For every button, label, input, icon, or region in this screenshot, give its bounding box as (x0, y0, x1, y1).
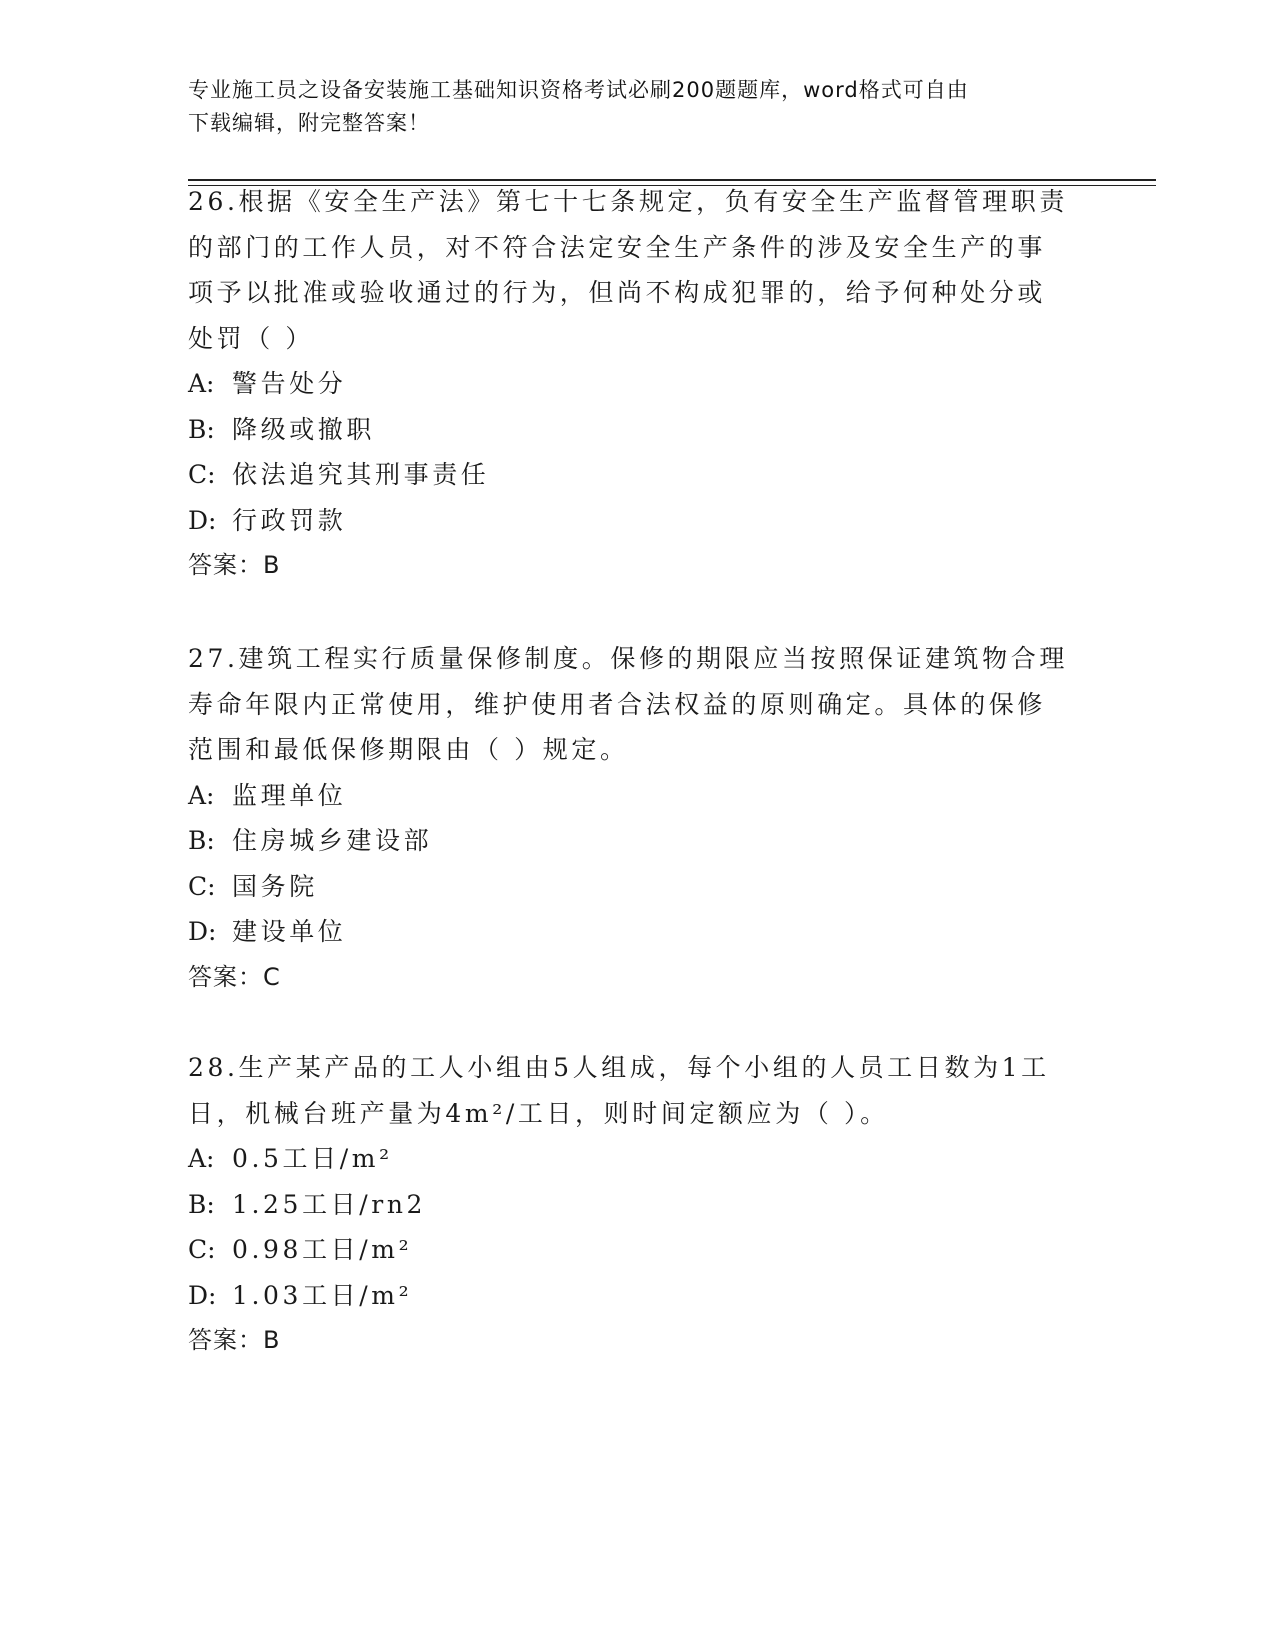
question-line: 寿命年限内正常使用，维护使用者合法权益的原则确定。具体的保修 (188, 689, 1047, 719)
option-d (188, 498, 1088, 544)
option-b (188, 407, 1088, 453)
option-b (188, 818, 1088, 864)
option-d (188, 909, 1088, 955)
option-b (188, 1182, 1088, 1228)
question-stem (188, 636, 1088, 773)
option-text: 住房城乡建设部 (232, 826, 433, 855)
option-key: A: (188, 369, 215, 398)
option-a (188, 361, 1088, 407)
answer-line: 答案：B (188, 1326, 281, 1354)
option-text: 降级或撤职 (232, 414, 376, 444)
option-key: D: (188, 1280, 217, 1310)
question-line: 日，机械台班产量为4m²/工日，则时间定额应为（ ）。 (188, 1098, 889, 1128)
header-line-2: 下载编辑，附完整答案！ (188, 111, 430, 135)
option-text: 警告处分 (232, 369, 347, 398)
option-a (188, 1136, 1088, 1182)
option-c (188, 452, 1088, 498)
question-26 (188, 179, 1088, 589)
option-key: C: (188, 460, 216, 489)
option-text: 依法追究其刑事责任 (232, 460, 490, 489)
option-text: 监理单位 (232, 780, 347, 810)
question-stem (188, 179, 1088, 361)
option-text: 国务院 (232, 871, 318, 901)
answer-line: 答案：B (188, 551, 281, 579)
question-line: 范围和最低保修期限由（ ）规定。 (188, 735, 629, 764)
option-text: 0.5工日/m² (232, 1144, 393, 1173)
question-line: 的部门的工作人员，对不符合法定安全生产条件的涉及安全生产的事 (188, 232, 1047, 262)
option-key: B: (188, 414, 215, 444)
option-key: D: (188, 505, 217, 535)
option-text: 建设单位 (232, 917, 347, 946)
header-line-1: 专业施工员之设备安装施工基础知识资格考试必刷200题题库，word格式可自由 (188, 78, 969, 102)
option-c (188, 1227, 1088, 1273)
option-text: 1.03工日/m² (232, 1280, 413, 1310)
question-line: 27.建筑工程实行质量保修制度。保修的期限应当按照保证建筑物合理 (188, 644, 1068, 673)
option-key: C: (188, 1235, 216, 1264)
question-line: 26.根据《安全生产法》第七十七条规定，负有安全生产监督管理职责 (188, 187, 1068, 216)
option-key: A: (188, 1144, 215, 1173)
option-text: 行政罚款 (232, 505, 347, 535)
option-a (188, 773, 1088, 819)
question-line: 项予以批准或验收通过的行为，但尚不构成犯罪的，给予何种处分或 (188, 278, 1047, 307)
question-28 (188, 1045, 1088, 1364)
option-key: D: (188, 917, 217, 946)
option-key: A: (188, 780, 215, 810)
option-c (188, 864, 1088, 910)
question-line: 处罚（ ） (188, 323, 314, 353)
answer-line: 答案：C (188, 962, 281, 991)
option-key: B: (188, 1189, 215, 1219)
question-line: 28.生产某产品的工人小组由5人组成，每个小组的人员工日数为1工 (188, 1053, 1050, 1082)
option-text: 1.25工日/rn2 (232, 1189, 427, 1219)
document-header (188, 74, 1068, 140)
option-key: C: (188, 871, 216, 901)
question-stem (188, 1045, 1088, 1136)
option-d (188, 1273, 1088, 1319)
option-text: 0.98工日/m² (232, 1235, 413, 1264)
question-27 (188, 636, 1088, 1000)
option-key: B: (188, 826, 215, 855)
